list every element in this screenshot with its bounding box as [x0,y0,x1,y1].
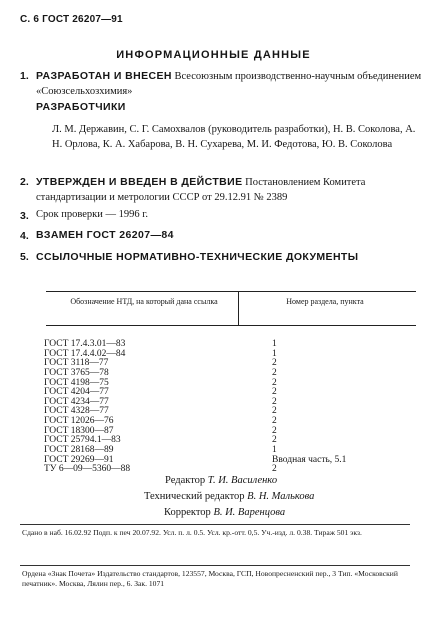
clause-number: 2 [272,377,277,388]
section-2-body: Постановлением Комитета стандартизации и метрологии СССР от 29.12.91 № 2389 [36,177,366,203]
table-header-rule [46,325,416,326]
reference-designation: ГОСТ 25794.1—83 [44,435,121,446]
reference-designation: ГОСТ 29269—91 [44,454,114,465]
table-top-rule [46,291,416,292]
editor-name: Т. И. Василенко [207,475,278,486]
technical-editor-name: В. Н. Малькова [247,491,315,502]
reference-designation: ГОСТ 3765—78 [44,367,109,378]
section-1-body: Всесоюзным производственно-научным объединением «Союзсельхозхимия» [36,71,422,97]
section-2-text [36,175,427,205]
clause-number: 2 [272,406,277,417]
reference-designation: ГОСТ 3118—77 [44,358,109,369]
developers-heading: РАЗРАБОТЧИКИ [36,101,126,113]
section-2-lead: УТВЕРЖДЕН И ВВЕДЕН В ДЕЙСТВИЕ [36,176,243,188]
clause-number: 2 [272,425,277,436]
clause-number: 2 [272,358,277,369]
reference-designation: ГОСТ 12026—76 [44,416,114,427]
reference-designation: ГОСТ 4198—75 [44,377,109,388]
table-header-reference: Обозначение НТД, на который дана ссылка [70,297,218,306]
editor-credit [165,475,277,486]
document-title: ИНФОРМАЦИОННЫЕ ДАННЫЕ [116,49,311,61]
section-3-text: Срок проверки — 1996 г. [36,209,148,220]
reference-designation: ГОСТ 4204—77 [44,387,109,398]
imprint-rule-middle [20,565,410,566]
table-header-divider [238,291,239,325]
reference-designation: ГОСТ 17.4.3.01—83 [44,339,126,349]
table-row [44,465,404,475]
clause-number: 1 [272,339,277,349]
section-4-number: 4. [20,230,29,242]
reference-table-body [44,340,404,475]
reference-designation: ГОСТ 28168—89 [44,445,114,456]
reference-designation: ГОСТ 4328—77 [44,406,109,417]
page-header: С. 6 ГОСТ 26207—91 [20,14,123,25]
imprint-rule-top [20,524,410,525]
section-1-lead: РАЗРАБОТАН И ВНЕСЕН [36,70,172,82]
corrector-name: В. И. Варенцова [213,507,286,518]
clause-number: Вводная часть, 5.1 [272,454,347,465]
clause-number: 2 [272,464,277,475]
reference-designation: ГОСТ 18300—87 [44,425,114,436]
clause-number: 1 [272,445,277,456]
reference-designation: ГОСТ 17.4.4.02—84 [44,348,126,359]
reference-designation: ТУ 6—09—5360—88 [44,464,131,475]
developers-list: Л. М. Державин, С. Г. Самохвалов (руководитель разработки), Н. В. Соколова, А. Н. Орлова, К. А. Хабарова, В. Н. Сухарева, М. И. Федотова, Ю. В. Соколова [52,124,416,150]
technical-editor-credit [144,491,314,502]
clause-number: 2 [272,367,277,378]
clause-number: 2 [272,387,277,398]
clause-number: 1 [272,348,277,359]
clause-number: 2 [272,396,277,407]
section-1-number: 1. [20,70,29,82]
section-2-number: 2. [20,176,29,188]
section-5-text: ССЫЛОЧНЫЕ НОРМАТИВНО-ТЕХНИЧЕСКИЕ ДОКУМЕНТЫ [36,251,359,263]
technical-editor-label: Технический редактор [144,491,245,502]
section-4-text: ВЗАМЕН ГОСТ 26207—84 [36,229,174,241]
section-5-number: 5. [20,251,29,263]
reference-designation: ГОСТ 4234—77 [44,396,109,407]
table-header-clause: Номер раздела, пункта [286,297,364,306]
editor-label: Редактор [165,475,206,486]
publisher-details: Ордена «Знак Почета» Издательство стандартов, 123557, Москва, ГСП, Новопресненский пер., 3 Тип. «Московский печатник». Москва, Лялин пер., 6. Зак. 1071 [22,569,398,588]
corrector-credit [164,507,285,518]
corrector-label: Корректор [164,507,211,518]
clause-number: 2 [272,435,277,446]
section-1-text [36,69,427,99]
print-details: Сдано в наб. 16.02.92 Подп. к печ 20.07.92. Усл. п. л. 0.5. Усл. кр.-отт. 0,5. Уч.-изд. л. 0.38. Тираж 501 экз. [22,528,362,537]
section-3-number: 3. [20,210,29,222]
clause-number: 2 [272,416,277,427]
